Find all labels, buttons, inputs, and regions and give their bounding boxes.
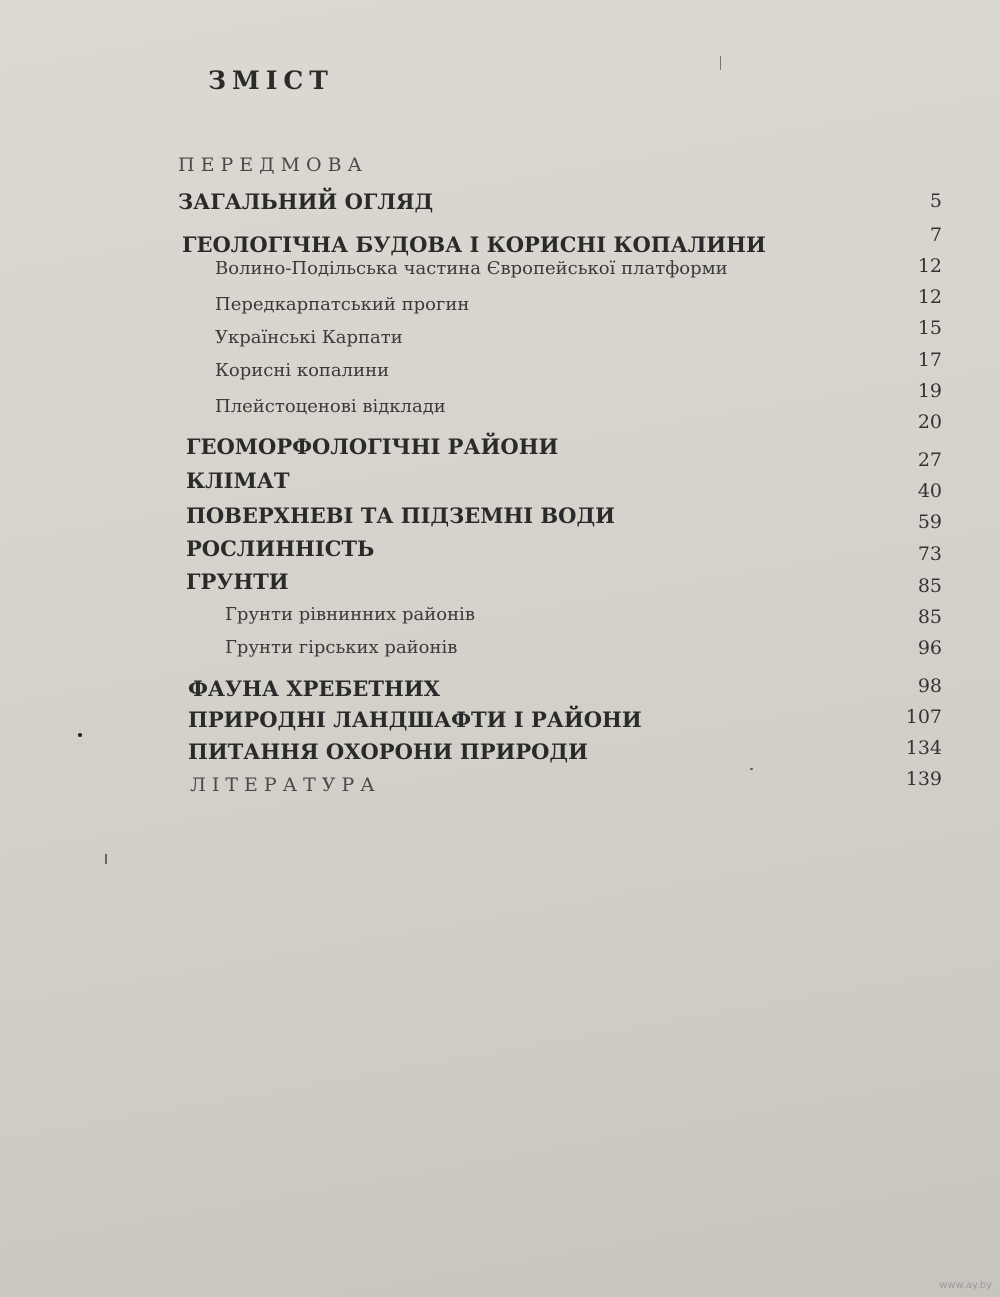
toc-entry-soils: ГРУНТИ xyxy=(186,569,289,594)
toc-page-number: 73 xyxy=(917,543,942,565)
toc-page-number: 134 xyxy=(905,737,942,759)
toc-subentry: Грунти гірських районів xyxy=(225,637,458,658)
toc-page-number: 27 xyxy=(917,449,942,471)
toc-entry-waters: ПОВЕРХНЕВІ ТА ПІДЗЕМНІ ВОДИ xyxy=(186,503,615,528)
toc-page-number: 7 xyxy=(929,224,942,246)
toc-title: ЗМІСТ xyxy=(208,66,334,95)
toc-subentry: Грунти рівнинних районів xyxy=(225,604,475,625)
toc-preface: ПЕРЕДМОВА xyxy=(178,154,368,176)
toc-subentry: Українські Карпати xyxy=(215,327,403,348)
toc-page-number: 17 xyxy=(917,349,942,371)
toc-entry-literature: ЛІТЕРАТУРА xyxy=(190,774,381,796)
paper-speck xyxy=(78,733,82,737)
toc-page-number-last: 139 xyxy=(905,768,942,790)
toc-subentry: Волино-Подільська частина Європейської платформи xyxy=(215,258,728,279)
toc-subentry: Передкарпатський прогин xyxy=(215,294,470,315)
toc-page-number: 15 xyxy=(917,317,942,339)
toc-page-number: 98 xyxy=(917,675,942,697)
toc-page-number: 85 xyxy=(917,575,942,597)
toc-entry-landscapes: ПРИРОДНІ ЛАНДШАФТИ І РАЙОНИ xyxy=(188,707,642,732)
toc-entry-geomorphology: ГЕОМОРФОЛОГІЧНІ РАЙОНИ xyxy=(186,434,559,459)
toc-subentry: Корисні копалини xyxy=(215,360,390,381)
toc-page-number: 19 xyxy=(917,380,942,402)
toc-page-number: 20 xyxy=(917,411,942,433)
paper-speck xyxy=(105,854,107,864)
toc-entry-geology: ГЕОЛОГІЧНА БУДОВА І КОРИСНІ КОПАЛИНИ xyxy=(182,232,766,257)
toc-page-number: 12 xyxy=(917,286,942,308)
toc-page-number: 40 xyxy=(917,480,942,502)
toc-entry-climate: КЛІМАТ xyxy=(186,468,290,493)
toc-entry-fauna: ФАУНА ХРЕБЕТНИХ xyxy=(188,676,440,701)
paper-speck xyxy=(750,768,753,770)
toc-subentry: Плейстоценові відклади xyxy=(215,396,446,417)
toc-page-number: 107 xyxy=(905,706,942,728)
toc-entry-general-overview: ЗАГАЛЬНИЙ ОГЛЯД xyxy=(178,189,434,214)
toc-page-number: 5 xyxy=(929,190,942,212)
toc-page-number: 59 xyxy=(917,511,942,533)
toc-page-number: 12 xyxy=(917,255,942,277)
toc-page-number: 96 xyxy=(917,637,942,659)
toc-page-number: 85 xyxy=(917,606,942,628)
toc-entry-vegetation: РОСЛИННІСТЬ xyxy=(186,536,375,561)
watermark-text: www.ay.by xyxy=(939,1280,992,1291)
toc-entry-nature-protection: ПИТАННЯ ОХОРОНИ ПРИРОДИ xyxy=(188,739,588,764)
paper-speck xyxy=(720,56,721,70)
